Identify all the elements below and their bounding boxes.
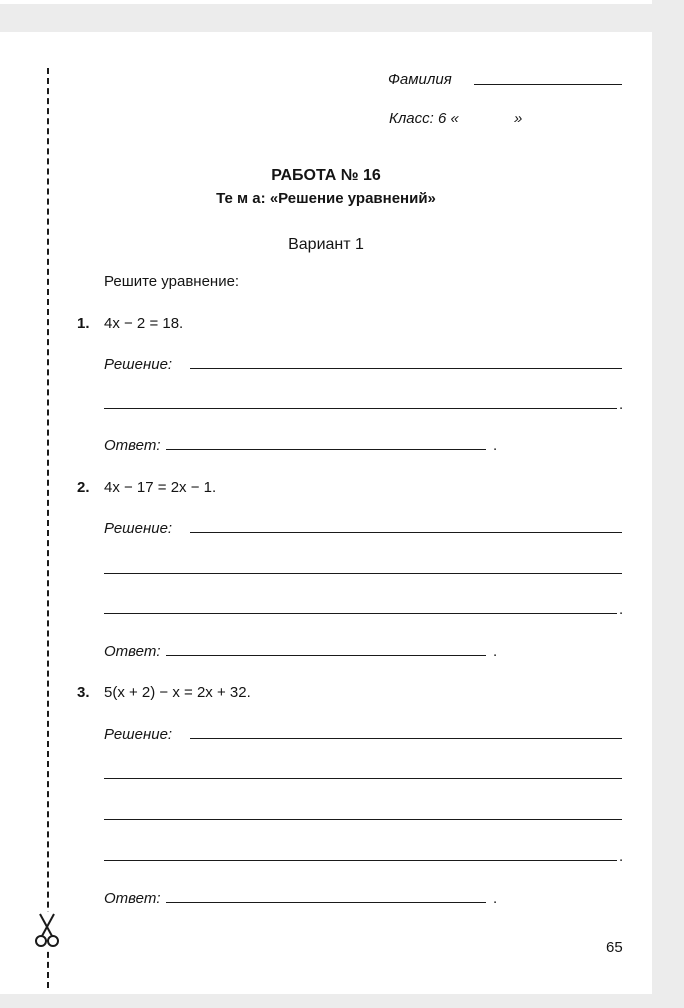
solution-line[interactable] [104, 573, 622, 574]
line-end-dot: . [619, 601, 624, 618]
worksheet-page [0, 32, 652, 994]
answer-line[interactable] [166, 449, 486, 450]
surname-field[interactable] [474, 84, 622, 85]
work-title: РАБОТА № 16 [271, 167, 381, 184]
topic-title: «Решение уравнений» [269, 190, 436, 207]
class-label: Класс: 6 « [389, 110, 459, 127]
answer-label: Ответ: [104, 643, 161, 660]
solution-line[interactable] [104, 860, 617, 861]
solution-line[interactable] [190, 532, 622, 533]
page-number: 65 [606, 939, 623, 956]
class-close-quote: » [514, 110, 523, 127]
solution-line[interactable] [190, 368, 622, 369]
task-number: 2. [77, 479, 90, 496]
solution-label: Решение: [104, 356, 173, 373]
answer-end-dot: . [493, 437, 498, 454]
answer-label: Ответ: [104, 437, 161, 454]
task-expression: 5(x + 2) − x = 2x + 32. [104, 684, 251, 701]
line-end-dot: . [619, 848, 624, 865]
topic-prefix: Те м а: [216, 190, 266, 207]
topic-line [0, 190, 652, 207]
solution-line[interactable] [190, 738, 622, 739]
surname-label: Фамилия [388, 71, 452, 88]
variant-title: Вариант 1 [288, 236, 364, 253]
line-end-dot: . [619, 396, 624, 413]
answer-end-dot: . [493, 890, 498, 907]
solution-line[interactable] [104, 408, 617, 409]
instruction: Решите уравнение: [104, 273, 240, 290]
solution-label: Решение: [104, 726, 173, 743]
solution-line[interactable] [104, 613, 617, 614]
answer-end-dot: . [493, 643, 498, 660]
top-bar [0, 0, 652, 4]
task-expression: 4x − 17 = 2x − 1. [104, 479, 217, 496]
answer-line[interactable] [166, 902, 486, 903]
answer-line[interactable] [166, 655, 486, 656]
solution-label: Решение: [104, 520, 173, 537]
solution-line[interactable] [104, 819, 622, 820]
answer-label: Ответ: [104, 890, 161, 907]
scissors-icon [32, 912, 62, 948]
solution-line[interactable] [104, 778, 622, 779]
task-number: 1. [77, 315, 90, 332]
task-expression: 4x − 2 = 18. [104, 315, 184, 332]
task-number: 3. [77, 684, 90, 701]
